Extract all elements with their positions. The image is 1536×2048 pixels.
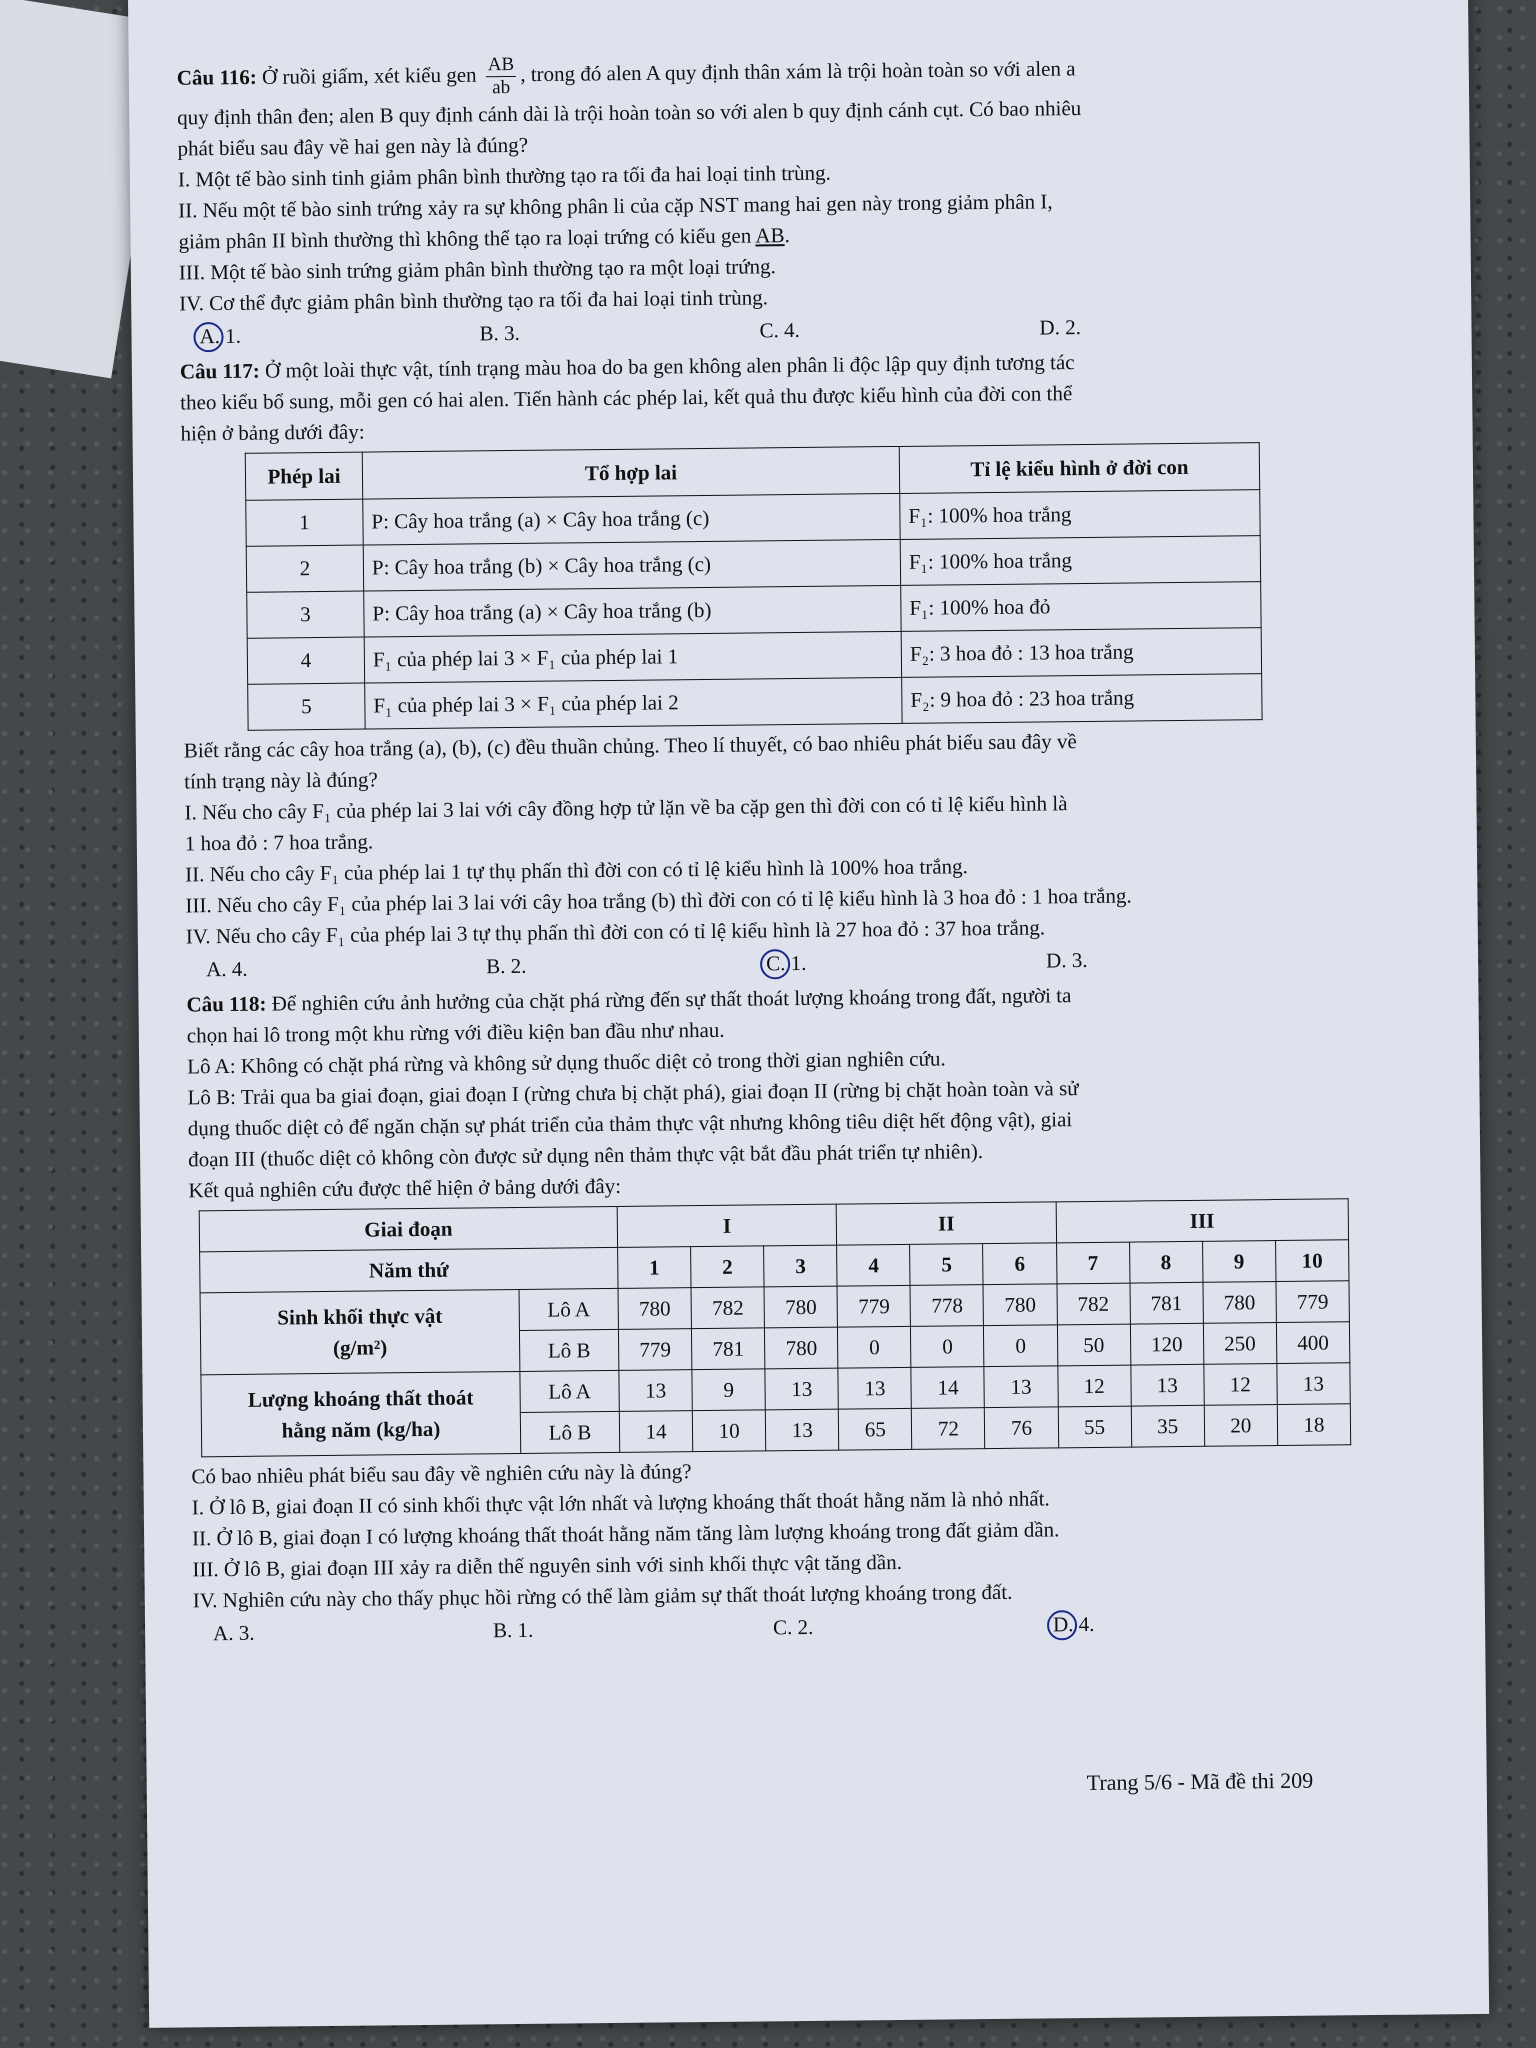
cell: 14 <box>911 1367 985 1409</box>
cross-results-table <box>245 442 1263 731</box>
header-year: Năm thứ <box>200 1247 618 1292</box>
cell: 13 <box>765 1409 839 1451</box>
cell: 18 <box>1277 1404 1351 1446</box>
page-footer: Trang 5/6 - Mã đề thi 209 <box>1086 1767 1314 1796</box>
cell: 13 <box>765 1368 839 1410</box>
q116-label: Câu 116: <box>176 64 257 90</box>
q117-line3: hiện ở bảng dưới đây: <box>180 419 365 446</box>
cell: 14 <box>619 1411 693 1453</box>
q118-option-a[interactable]: A. 3. <box>212 1620 255 1646</box>
year-cell: 10 <box>1275 1240 1349 1282</box>
cell: F₁: 100% hoa đỏ <box>901 582 1261 632</box>
cell: 13 <box>1277 1363 1351 1405</box>
cell: 0 <box>984 1325 1058 1367</box>
cell: 1 <box>246 499 363 546</box>
q117-option-c[interactable]: C. 1. <box>766 945 1046 979</box>
cell: P: Cây hoa trắng (a) × Cây hoa trắng (c) <box>363 493 900 545</box>
q116-option-d[interactable]: D. 2. <box>1039 315 1082 340</box>
q116-line2: quy định thân đen; alen B quy định cánh dài là trội hoàn toàn so với alen b quy định cánh cụt. Có bao nhiêu <box>177 96 1082 130</box>
cell: 779 <box>1276 1281 1350 1323</box>
biomass-label-1: Sinh khối thực vật <box>277 1303 443 1330</box>
stage-ii: II <box>836 1202 1056 1245</box>
q116-line3: phát biểu sau đây về hai gen này là đúng? <box>177 132 529 161</box>
q117-statement-3: III. Nếu cho cây F₁ của phép lai 3 lai với cây hoa trắng (b) thì đời con có tỉ lệ kiểu hình là 3 hoa đỏ : 1 hoa trắng. <box>185 883 1132 918</box>
q118-statement-3: III. Ở lô B, giai đoạn III xảy ra diễn thế nguyên sinh với sinh khối thực vật tăng dần. <box>192 1549 903 1582</box>
cell: 779 <box>837 1285 911 1327</box>
exam-page <box>128 0 1489 2028</box>
q118-label: Câu 118: <box>186 991 267 1017</box>
q118-statement-2: II. Ở lô B, giai đoạn I có lượng khoáng thất thoát hằng năm tăng làm lượng khoáng trong đất giảm dần. <box>191 1517 1060 1551</box>
cell: 250 <box>1203 1323 1277 1365</box>
cell: 3 <box>247 591 364 638</box>
q117-label: Câu 117: <box>179 358 260 384</box>
q117-statement-2: II. Nếu cho cây F₁ của phép lai 1 tự thụ phấn thì đời con có tỉ lệ kiểu hình là 100% hoa trắng. <box>185 854 968 887</box>
q116-s2b-genotype: AB <box>755 223 785 248</box>
cell: 13 <box>619 1370 693 1412</box>
q116-option-c[interactable]: C. 4. <box>759 317 800 343</box>
lot-b-label: Lô B <box>519 1329 618 1371</box>
q118-statement-1: I. Ở lô B, giai đoạn II có sinh khối thực vật lớn nhất và lượng khoáng thất thoát hằng năm là nhỏ nhất. <box>191 1486 1050 1520</box>
q118-lot-a: Lô A: Không có chặt phá rừng và không sử dụng thuốc diệt cỏ trong thời gian nghiên cứu. <box>187 1046 946 1079</box>
q118-line2: chọn hai lô trong một khu rừng với điều kiện ban đầu như nhau. <box>186 1017 725 1048</box>
q116-statement-2a: II. Nếu một tế bào sinh trứng xảy ra sự không phân li của cặp NST mang hai gen này trong giảm phân I, <box>178 189 1053 223</box>
cell: 13 <box>1131 1364 1205 1406</box>
year-cell: 5 <box>910 1244 984 1286</box>
cell: 782 <box>1057 1283 1131 1325</box>
cell: 12 <box>1057 1365 1131 1407</box>
q118-ask: Có bao nhiêu phát biểu sau đây về nghiên cứu này là đúng? <box>191 1459 692 1489</box>
cell: 780 <box>764 1286 838 1328</box>
lot-b-label: Lô B <box>520 1411 619 1453</box>
table-row <box>248 674 1262 731</box>
year-cell: 6 <box>983 1243 1057 1285</box>
q116-intro-text: Ở ruồi giấm, xét kiểu gen <box>261 62 477 89</box>
question-117 <box>180 344 1387 986</box>
cell: P: Cây hoa trắng (a) × Cây hoa trắng (b) <box>364 585 901 637</box>
lot-a-label: Lô A <box>519 1288 618 1330</box>
cell: 4 <box>247 637 364 684</box>
cell: 13 <box>838 1367 912 1409</box>
cell: 76 <box>985 1407 1059 1449</box>
year-cell: 9 <box>1202 1241 1276 1283</box>
q118-lot-b-3: đoạn III (thuốc diệt cỏ không còn được sử dụng nên thảm thực vật bắt đầu phát triển tự nhiên). <box>188 1139 984 1172</box>
q117-line2: theo kiểu bổ sung, mỗi gen có hai alen. Tiến hành các phép lai, kết quả thu được kiểu hình của đời con thể <box>180 381 1073 415</box>
cell: 10 <box>692 1410 766 1452</box>
mineral-label <box>201 1371 521 1456</box>
cell: F₂: 9 hoa đỏ : 23 hoa trắng <box>902 674 1262 724</box>
cell: 780 <box>1203 1282 1277 1324</box>
q117-option-a[interactable]: A. 4. <box>206 956 248 982</box>
biomass-label-2: (g/m²) <box>332 1334 388 1360</box>
q118-option-d[interactable]: D. 4. <box>1053 1606 1333 1640</box>
q117-statement-4: IV. Nếu cho cây F₁ của phép lai 3 tự thụ phấn thì đời con có tỉ lệ kiểu hình là 27 hoa đỏ : 37 hoa trắng. <box>185 915 1046 949</box>
cell: 781 <box>1130 1282 1204 1324</box>
year-cell: 2 <box>691 1246 765 1288</box>
cell: 12 <box>1204 1364 1278 1406</box>
q116-intro-rest: , trong đó alen A quy định thân xám là trội hoàn toàn so với alen a <box>520 56 1076 87</box>
q117-line1-text: Ở một loài thực vật, tính trạng màu hoa do ba gen không alen phân li độc lập quy định tương tác <box>264 350 1075 383</box>
q118-option-c[interactable]: C. 2. <box>772 1614 814 1640</box>
year-cell: 1 <box>618 1247 692 1289</box>
header-stage: Giai đoạn <box>199 1206 617 1251</box>
header-cross: Phép lai <box>245 452 362 500</box>
q116-statement-1: I. Một tế bào sinh tinh giảm phân bình thường tạo ra tối đa hai loại tinh trùng. <box>177 160 831 192</box>
page-content <box>177 45 1394 1653</box>
question-116 <box>177 45 1380 353</box>
cell: 65 <box>839 1408 913 1450</box>
fraction-numerator: AB <box>486 54 517 77</box>
year-cell: 4 <box>837 1244 911 1286</box>
cell: 50 <box>1057 1324 1131 1366</box>
fraction-denominator: ab <box>492 77 511 99</box>
cell: F₂: 3 hoa đỏ : 13 hoa trắng <box>901 628 1261 678</box>
header-combination: Tổ hợp lai <box>362 446 899 499</box>
q118-option-b[interactable]: B. 1. <box>492 1617 534 1643</box>
year-cell: 7 <box>1056 1242 1130 1284</box>
q117-after1: Biết rằng các cây hoa trắng (a), (b), (c) đều thuần chủng. Theo lí thuyết, có bao nhiêu phát biểu sau đây về <box>183 729 1077 763</box>
q116-option-a[interactable]: A. 1. <box>199 318 479 352</box>
q116-statement-3: III. Một tế bào sinh trứng giảm phân bình thường tạo ra một loại trứng. <box>178 254 776 285</box>
cell: 781 <box>692 1328 766 1370</box>
cell: 72 <box>912 1408 986 1450</box>
q117-after2: tính trạng này là đúng? <box>184 767 378 794</box>
q117-statement-1b: 1 hoa đỏ : 7 hoa trắng. <box>184 829 374 856</box>
q118-lot-b-1: Lô B: Trải qua ba giai đoạn, giai đoạn I (rừng chưa bị chặt phá), giai đoạn II (rừng bị chặt hoàn toàn và sử <box>187 1076 1079 1110</box>
q117-option-b[interactable]: B. 2. <box>486 953 527 979</box>
q118-lot-b-2: dụng thuốc diệt cỏ để ngăn chặn sự phát triển của thảm thực vật nhưng không tiêu diệt hết động vật), giai <box>187 1107 1073 1141</box>
header-phenotype-ratio: Tỉ lệ kiểu hình ở đời con <box>899 443 1259 494</box>
stage-iii: III <box>1056 1199 1349 1243</box>
cell: 13 <box>984 1366 1058 1408</box>
cell: P: Cây hoa trắng (b) × Cây hoa trắng (c) <box>363 539 900 591</box>
cell: 55 <box>1058 1406 1132 1448</box>
q117-option-d[interactable]: D. 3. <box>1045 948 1088 973</box>
cell: 120 <box>1130 1323 1204 1365</box>
cell: 782 <box>691 1287 765 1329</box>
cell: 0 <box>911 1326 985 1368</box>
q116-s2b-text: giảm phân II bình thường thì không thể tạo ra loại trứng có kiểu gen <box>178 223 752 254</box>
q116-option-b[interactable]: B. 3. <box>479 320 520 346</box>
cell: F₁ của phép lai 3 × F₁ của phép lai 2 <box>365 677 902 729</box>
cell: 778 <box>910 1285 984 1327</box>
q117-statement-1a: I. Nếu cho cây F₁ của phép lai 3 lai với cây đồng hợp tử lặn về ba cặp gen thì đời con có tỉ lệ kiểu hình là <box>184 791 1068 825</box>
cell: 2 <box>246 545 363 592</box>
cell: 0 <box>838 1326 912 1368</box>
cell: 779 <box>618 1329 692 1371</box>
q116-s2b-end: . <box>784 223 790 248</box>
mineral-label-2: hằng năm (kg/ha) <box>281 1416 441 1442</box>
lot-a-label: Lô A <box>520 1370 619 1412</box>
cell: 9 <box>692 1369 766 1411</box>
q118-line1-text: Để nghiên cứu ảnh hưởng của chặt phá rừng đến sự thất thoát lượng khoáng trong đất, người ta <box>271 983 1072 1016</box>
biomass-label <box>200 1289 520 1374</box>
cell: 400 <box>1276 1322 1350 1364</box>
q118-table-intro: Kết quả nghiên cứu được thể hiện ở bảng dưới đây: <box>188 1173 622 1203</box>
genotype-fraction <box>486 54 517 99</box>
year-cell: 8 <box>1129 1241 1203 1283</box>
cell: 780 <box>618 1288 692 1330</box>
cell: 5 <box>248 683 365 730</box>
stage-i: I <box>617 1204 837 1247</box>
mineral-label-1: Lượng khoáng thất thoát <box>247 1384 474 1412</box>
cell: 35 <box>1131 1405 1205 1447</box>
cell: F₁: 100% hoa trắng <box>900 490 1260 540</box>
q116-statement-4: IV. Cơ thể đực giảm phân bình thường tạo ra tối đa hai loại tinh trùng. <box>179 285 769 316</box>
question-118 <box>186 977 1393 1650</box>
q118-statement-4: IV. Nghiên cứu này cho thấy phục hồi rừng có thể làm giảm sự thất thoát lượng khoáng trong đất. <box>192 1579 1013 1613</box>
cell: F₁ của phép lai 3 × F₁ của phép lai 1 <box>364 631 901 683</box>
cell: 780 <box>983 1284 1057 1326</box>
year-cell: 3 <box>764 1245 838 1287</box>
cell: F₁: 100% hoa trắng <box>900 536 1260 586</box>
forest-study-table <box>199 1198 1352 1457</box>
cell: 20 <box>1204 1405 1278 1447</box>
cell: 780 <box>765 1327 839 1369</box>
